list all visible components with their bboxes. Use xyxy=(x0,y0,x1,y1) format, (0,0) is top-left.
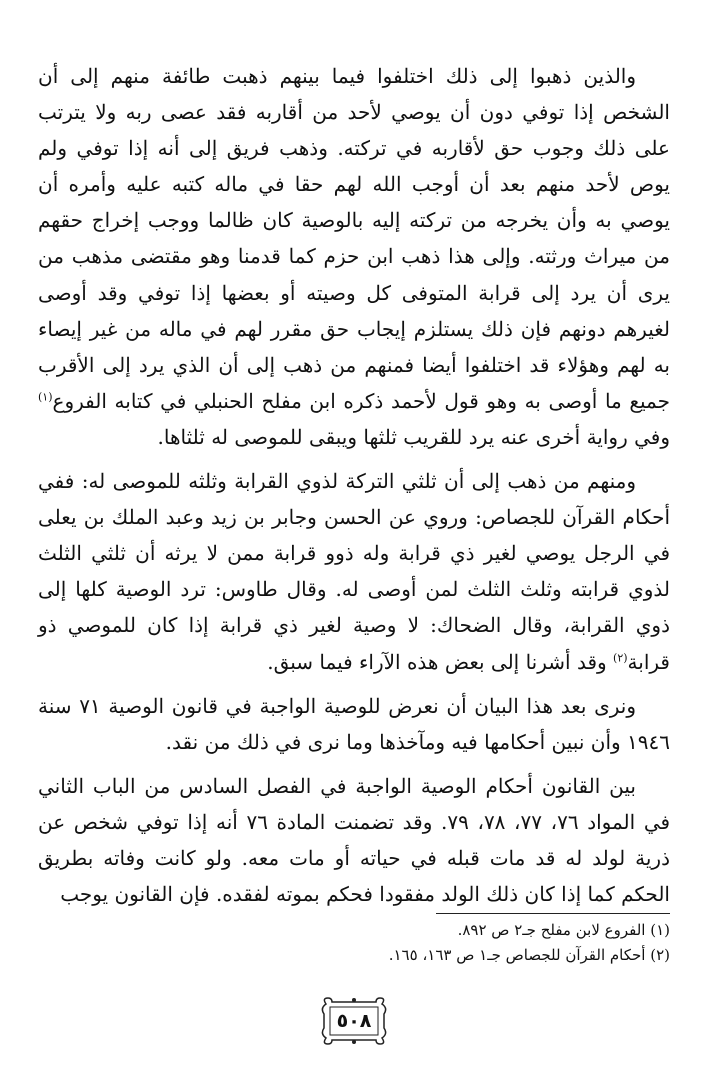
footnote-divider xyxy=(436,913,670,914)
paragraph-4 xyxy=(38,768,670,912)
page-number: ٥٠٨ xyxy=(336,1010,372,1032)
paragraph-2-text: ومنهم من ذهب إلى أن ثلثي التركة لذوي القرابة وثلثه للموصى له: ففي أحكام القرآن للجصاص: وروي عن الحسن وجابر بن زيد وعبد الملك بن يعلى في الرجل يوصي لغير ذي قرابة وله ذوو قرابة ممن لا يرثه أن ثلثي الثلث لذوي قرابته وثلث الثلث لمن أوصى له. وقال طاوس: ترد الوصية كلها إلى ذوي القرابة، وقال الضحاك: لا وصية لغير ذي قرابة إذا كان للموصي ذو قرابة xyxy=(38,469,670,674)
page-number-frame xyxy=(314,994,394,1048)
paragraph-2 xyxy=(38,463,670,680)
paragraph-1-text-after: وفي رواية أخرى عنه يرد للقريب ثلثها ويبقى للموصى له ثلثاها. xyxy=(157,424,670,449)
footnote-marker-2[interactable]: (٢) xyxy=(613,650,628,664)
main-text xyxy=(38,58,670,912)
paragraph-4-text: بين القانون أحكام الوصية الواجبة في الفصل السادس من الباب الثاني في المواد ٧٦، ٧٧، ٧٨، ٧٩. وقد تضمنت المادة ٧٦ أنه إذا توفي شخص عن ذرية لولد له قد مات قبله في حياته أو مات معه. ولو كانت وفاته بطريق الحكم كما إذا كان ذلك الولد مفقودا فحكم بموته لفقده. فإن القانون يوجب xyxy=(38,773,671,907)
paragraph-2-text-after: وقد أشرنا إلى بعض هذه الآراء فيما سبق. xyxy=(267,649,614,674)
footnote-2: (٢) أحكام القرآن للجصاص جـ١ ص ١٦٣، ١٦٥. xyxy=(388,946,670,964)
footnotes xyxy=(38,918,670,968)
paragraph-3 xyxy=(38,688,670,760)
paragraph-1 xyxy=(38,58,670,455)
paragraph-3-text: ونرى بعد هذا البيان أن نعرض للوصية الواجبة في قانون الوصية ٧١ سنة ١٩٤٦ وأن نبين أحكامها فيه ومآخذها وما نرى في ذلك من نقد. xyxy=(38,693,670,754)
paragraph-1-text: والذين ذهبوا إلى ذلك اختلفوا فيما بينهم ذهبت طائفة منهم إلى أن الشخص إذا توفي دون أن يوصي لأحد من أقاربه فقد عصى ربه ولا يترتب على ذلك وجوب حق لأقاربه في تركته. وذهب فريق إلى أنه إذا توفي ولم يوص لأحد منهم بعد أن أوجب الله لهم حقا في ماله كتبه عليه وأمره أن يوصي به وأن يخرجه من تركته إليه بالوصية كان ظالما ووجب إخراج حقهم من ميراث ورثته. وإلى هذا ذهب ابن حزم كما قدمنا وهو مقتضى مذهب من يرى أن يرد إلى قرابة المتوفى كل وصيته أو بعضها إذا توفي وقد أوصى لغيرهم دونهم فإن ذلك يستلزم إيجاب حق مقرر لهم في ماله من غير إيصاء به لهم وهؤلاء قد اختلفوا أيضا فمنهم من ذهب إلى أن الذي يرد إلى الأقرب جميع ما أوصى به وهو قول لأحمد ذكره ابن مفلح الحنبلي في كتابه الفروع xyxy=(38,64,670,413)
footnote-1: (١) الفروع لابن مفلح جـ٢ ص ٨٩٢. xyxy=(457,921,670,939)
footnote-marker-1[interactable]: (١) xyxy=(38,390,53,404)
